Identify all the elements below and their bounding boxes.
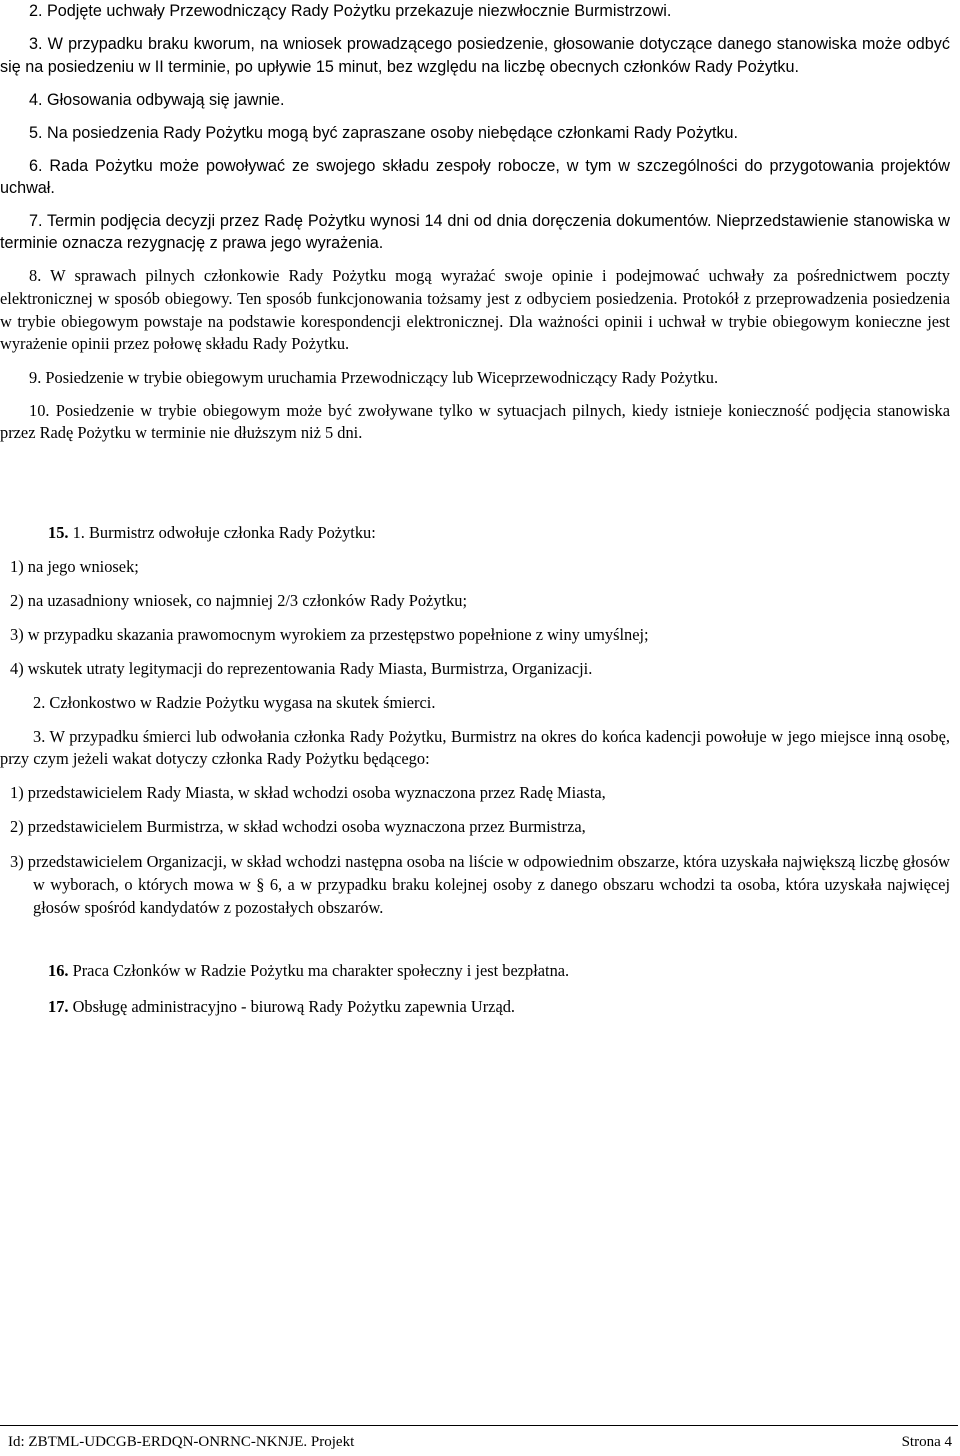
section-15-item-2: 2) na uzasadniony wniosek, co najmniej 2/3 członków Rady Pożytku; [10, 591, 468, 610]
section-15-item-4: 4) wskutek utraty legitymacji do reprezentowania Rady Miasta, Burmistrza, Organizacji. [10, 659, 593, 678]
paragraph-2: 2. Podjęte uchwały Przewodniczący Rady Pożytku przekazuje niezwłocznie Burmistrzowi. [29, 2, 672, 20]
section-17 [0, 996, 950, 1018]
footer-page-number: Strona 4 [901, 1434, 952, 1450]
section-15-item-3: 3) w przypadku skazania prawomocnym wyrokiem za przestępstwo popełnione z winy umyślnej; [10, 625, 649, 644]
section-15-item-1: 1) na jego wniosek; [10, 557, 139, 576]
paragraph-4: 4. Głosowania odbywają się jawnie. [29, 91, 285, 109]
section-16-text: Praca Członków w Radzie Pożytku ma charakter społeczny i jest bezpłatna. [68, 961, 570, 980]
section-16 [0, 960, 950, 982]
section-15-heading [0, 522, 950, 544]
section-17-number: 17. [48, 997, 69, 1016]
paragraph-9: 9. Posiedzenie w trybie obiegowym uruchamia Przewodniczący lub Wiceprzewodniczący Rady Pożytku. [29, 368, 719, 388]
footer-divider [0, 1425, 958, 1426]
section-15 [0, 522, 950, 919]
section-17-text: Obsługę administracyjno - biurową Rady Pożytku zapewnia Urząd. [68, 997, 516, 1016]
paragraph-8: 8. W sprawach pilnych członkowie Rady Pożytku mogą wyrażać swoje opinie i podejmować uchwały za pośrednictwem poczty elektronicznej w sposób obiegowy. Ten sposób funkcjonowania tożsamy jest z odbyciem posiedzenia. Protokół z przeprowadzenia posiedzenia w trybie obiegowym powstaje na podstawie korespondencji elektronicznej. Dla ważności opinii i uchwał w trybie obiegowym konieczne jest wyrażenie opinii przez połowę składu Rady Pożytku. [0, 266, 950, 354]
paragraph-6: 6. Rada Pożytku może powoływać ze swojego składu zespoły robocze, w tym w szczególności do przygotowania projektów uchwał. [0, 157, 950, 197]
section-15-paragraph-3: 3. W przypadku śmierci lub odwołania członka Rady Pożytku, Burmistrz na okres do końca kadencji powołuje w jego miejsce inną osobę, przy czym jeżeli wakat dotyczy członka Rady Pożytku będącego: [0, 727, 950, 768]
section-15-subitem-2: 2) przedstawicielem Burmistrza, w skład wchodzi osoba wyznaczona przez Burmistrza, [10, 817, 586, 836]
section-15-paragraph-2: 2. Członkostwo w Radzie Pożytku wygasa na skutek śmierci. [33, 693, 436, 712]
paragraph-7: 7. Termin podjęcia decyzji przez Radę Pożytku wynosi 14 dni od dnia doręczenia dokumentów. Nieprzedstawienie stanowiska w terminie oznacza rezygnację z prawa jego wyrażenia. [0, 212, 950, 252]
paragraph-10: 10. Posiedzenie w trybie obiegowym może być zwoływane tylko w sytuacjach pilnych, kiedy istnieje konieczność podjęcia stanowiska przez Radę Pożytku w terminie nie dłuższym niż 5 dni. [0, 401, 950, 443]
paragraph-5: 5. Na posiedzenia Rady Pożytku mogą być zapraszane osoby niebędące członkami Rady Pożytku. [29, 124, 739, 142]
section-15-subitem-3: 3) przedstawicielem Organizacji, w skład wchodzi następna osoba na liście w odpowiednim obszarze, która uzyskała największą liczbę głosów w wyborach, o których mowa w § 6, a w przypadku braku kolejnej osoby z danego obszaru wchodzi ta osoba, która uzyskała najwięcej głosów spośród kandydatów z pozostałych obszarów. [10, 852, 950, 917]
paragraph-3: 3. W przypadku braku kworum, na wniosek prowadzącego posiedzenie, głosowanie dotyczące danego stanowiska może odbyć się na posiedzeniu w II terminie, po upływie 15 minut, bez względu na liczbę obecnych członków Rady Pożytku. [0, 35, 950, 76]
section-16-line [0, 960, 950, 982]
section-15-subitem-1: 1) przedstawicielem Rady Miasta, w skład wchodzi osoba wyznaczona przez Radę Miasta, [10, 783, 606, 802]
section-15-number: 15. [48, 523, 69, 542]
section-15-intro: 1. Burmistrz odwołuje członka Rady Pożytku: [68, 523, 376, 542]
section-17-line [0, 996, 950, 1018]
section-16-number: 16. [48, 961, 69, 980]
footer-document-id: Id: ZBTML-UDCGB-ERDQN-ONRNC-NKNJE. Projekt [8, 1434, 355, 1450]
paragraphs-top [0, 0, 950, 444]
